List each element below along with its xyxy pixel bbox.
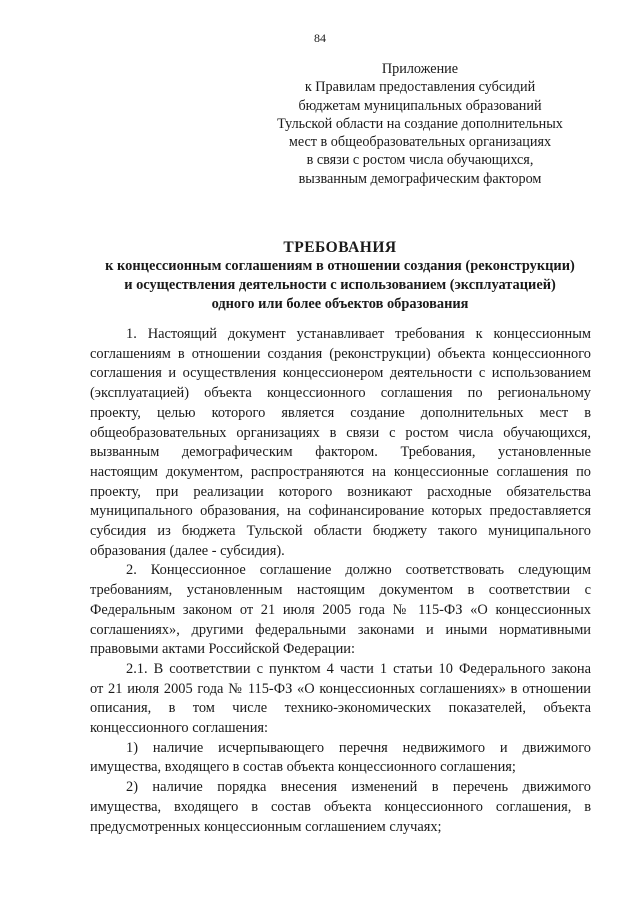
paragraph-line: образования (далее - субсидия). bbox=[90, 542, 285, 559]
document-subtitle-line: одного или более объектов образования bbox=[211, 296, 469, 312]
appendix-line: к Правилам предоставления субсидий bbox=[304, 79, 536, 96]
paragraph-line: Федеральным законом от 21 июля 2005 года № 115-ФЗ «О концессионных bbox=[90, 601, 591, 618]
paragraph bbox=[90, 325, 591, 561]
document-body bbox=[90, 325, 591, 837]
appendix-line: Приложение bbox=[381, 61, 459, 77]
paragraph-line: общеобразовательных организациях в связи с ростом числа обучающихся, bbox=[90, 424, 591, 441]
paragraph-line: соглашениям в отношении создания (реконструкции) объекта концессионного bbox=[90, 345, 591, 362]
paragraph-line: требованиям, установленным настоящим документом в соответствии с bbox=[90, 582, 591, 599]
paragraph-line: 2. Концессионное соглашение должно соответствовать следующим bbox=[126, 562, 591, 579]
paragraph-line: правовыми актами Российской Федерации: bbox=[90, 641, 355, 658]
paragraph bbox=[90, 561, 591, 660]
paragraph-line: 2) наличие порядка внесения изменений в перечень движимого bbox=[126, 779, 591, 796]
paragraph-line: вызванным демографическим фактором. Требования, установленные bbox=[90, 444, 591, 461]
paragraph-line: субсидия из бюджета Тульской области бюджету такого муниципального bbox=[90, 523, 591, 540]
paragraph-line: проекту, целью которого является создание дополнительных мест в bbox=[90, 404, 591, 421]
page-number: 84 bbox=[314, 31, 326, 45]
paragraph-line: соглашениях», другими федеральными законами и иными нормативными bbox=[90, 621, 591, 638]
document-subtitle-line: и осуществления деятельности с использованием (эксплуатацией) bbox=[124, 277, 556, 293]
paragraph-line: от 21 июля 2005 года № 115-ФЗ «О концессионных соглашениях» в отношении bbox=[90, 680, 591, 697]
appendix-line: Тульской области на создание дополнительных bbox=[277, 115, 563, 132]
document-subtitle-line: к концессионным соглашениям в отношении создания (реконструкции) bbox=[105, 258, 575, 274]
document-title: ТРЕБОВАНИЯ bbox=[283, 239, 397, 256]
paragraph-line: имущества, входящего в состав объекта концессионного соглашения; bbox=[90, 759, 516, 776]
appendix-line: вызванным демографическим фактором bbox=[298, 170, 542, 187]
paragraph bbox=[90, 739, 591, 778]
appendix-line: в связи с ростом числа обучающихся, bbox=[306, 152, 534, 169]
paragraph-line: предусмотренных концессионным соглашением случаях; bbox=[90, 818, 442, 835]
paragraph-line: проекту, при реализации которого возникают расходные обязательства bbox=[90, 483, 591, 500]
paragraph-line: 1. Настоящий документ устанавливает требования к концессионным bbox=[126, 326, 591, 342]
appendix-line: бюджетам муниципальных образований bbox=[298, 97, 542, 114]
paragraph-line: 1) наличие исчерпывающего перечня недвижимого и движимого bbox=[126, 739, 591, 756]
paragraph-line: соглашения и осуществления концессионером деятельности с использованием bbox=[90, 365, 591, 382]
paragraph-line: имущества, входящего в состав объекта концессионного соглашения, в bbox=[90, 798, 591, 815]
paragraph-line: концессионного соглашения: bbox=[90, 720, 269, 737]
paragraph-line: (эксплуатацией) объекта концессионного соглашения по региональному bbox=[90, 385, 591, 402]
appendix-block bbox=[250, 60, 590, 188]
document-heading bbox=[60, 238, 620, 314]
paragraph bbox=[90, 778, 591, 837]
paragraph-line: настоящим документом, распространяются на концессионные соглашения по bbox=[90, 463, 591, 480]
paragraph bbox=[90, 660, 591, 739]
paragraph-line: описания, в том числе технико-экономических показателей, объекта bbox=[90, 700, 591, 717]
appendix-line: мест в общеобразовательных организациях bbox=[288, 134, 552, 151]
paragraph-line: муниципального образования, на софинансирование которых предоставляется bbox=[90, 503, 591, 520]
paragraph-line: 2.1. В соответствии с пунктом 4 части 1 статьи 10 Федерального закона bbox=[126, 660, 591, 677]
